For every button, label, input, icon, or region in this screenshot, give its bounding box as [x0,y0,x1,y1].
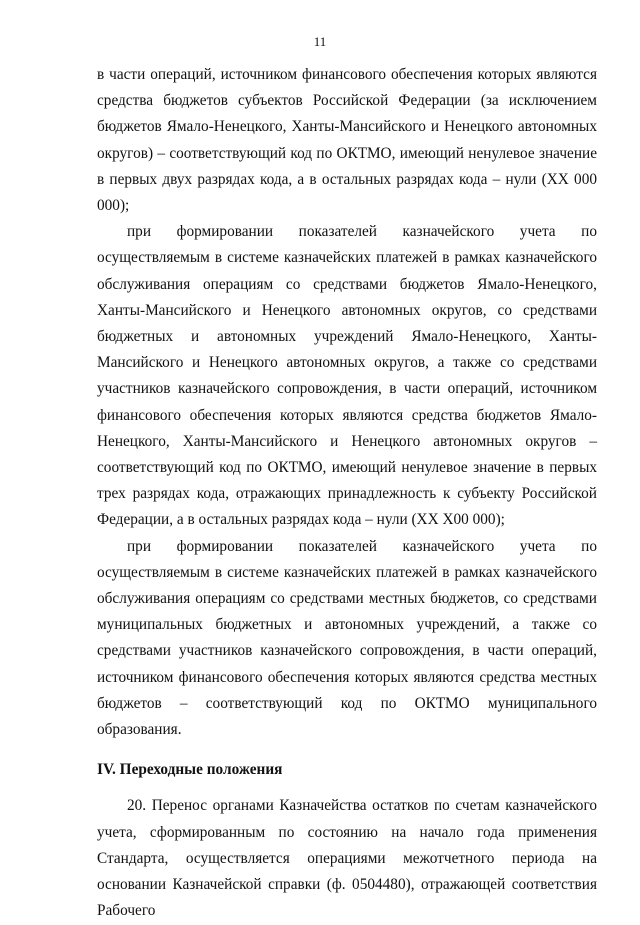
section-heading: IV. Переходные положения [97,761,283,779]
document-body [97,62,597,925]
page-number: 11 [313,34,327,49]
paragraph-local-budgets: при формировании показателей казначейского учета по осуществляемым в системе казначейских платежей в рамках казначейского обслуживания операциям со средствами местных бюджетов, со средствами муниципальных бюджетных и автономных учреждений, а также со средствами участников казначейского сопровождения, в части операций, источником финансового обеспечения которых являются средства местных бюджетов – соответствующий код по ОКТМО муниципального образования. [97,537,597,739]
paragraph-okrug-exclusion: в части операций, источником финансового обеспечения которых являются средства бюджетов субъектов Российской Федерации (за исключением бюджетов Ямало-Ненецкого, Ханты-Мансийского и Ненецкого автономных округов) – соответствующий код по ОКТМО, имеющий ненулевое значение в первых двух разрядах кода, а в остальных разрядах кода – нули (ХХ 000 000); [97,66,597,215]
paragraph-item-20: 20. Перенос органами Казначейства остатков по счетам казначейского учета, сформированным по состоянию на начало года применения Стандарта, осуществляется операциями межотчетного периода на основании Казначейской справки (ф. 0504480), отражающей соответствия Рабочего [97,797,597,920]
paragraph-yamal-khanty-nenets: при формировании показателей казначейского учета по осуществляемым в системе казначейских платежей в рамках казначейского обслуживания операциям со средствами бюджетов Ямало-Ненецкого, Ханты-Мансийского и Ненецкого автономных округов, со средствами бюджетных и автономных учреждений Ямало-Ненецкого, Ханты-Мансийского и Ненецкого автономных округов, а также со средствами участников казначейского сопровождения, в части операций, источником финансового обеспечения которых являются средства бюджетов Ямало-Ненецкого, Ханты-Мансийского и Ненецкого автономных округов – соответствующий код по ОКТМО, имеющий ненулевое значение в первых трех разрядах кода, отражающих принадлежность к субъекту Российской Федерации, а в остальных разрядах кода – нули (ХХ Х00 000); [97,223,597,529]
